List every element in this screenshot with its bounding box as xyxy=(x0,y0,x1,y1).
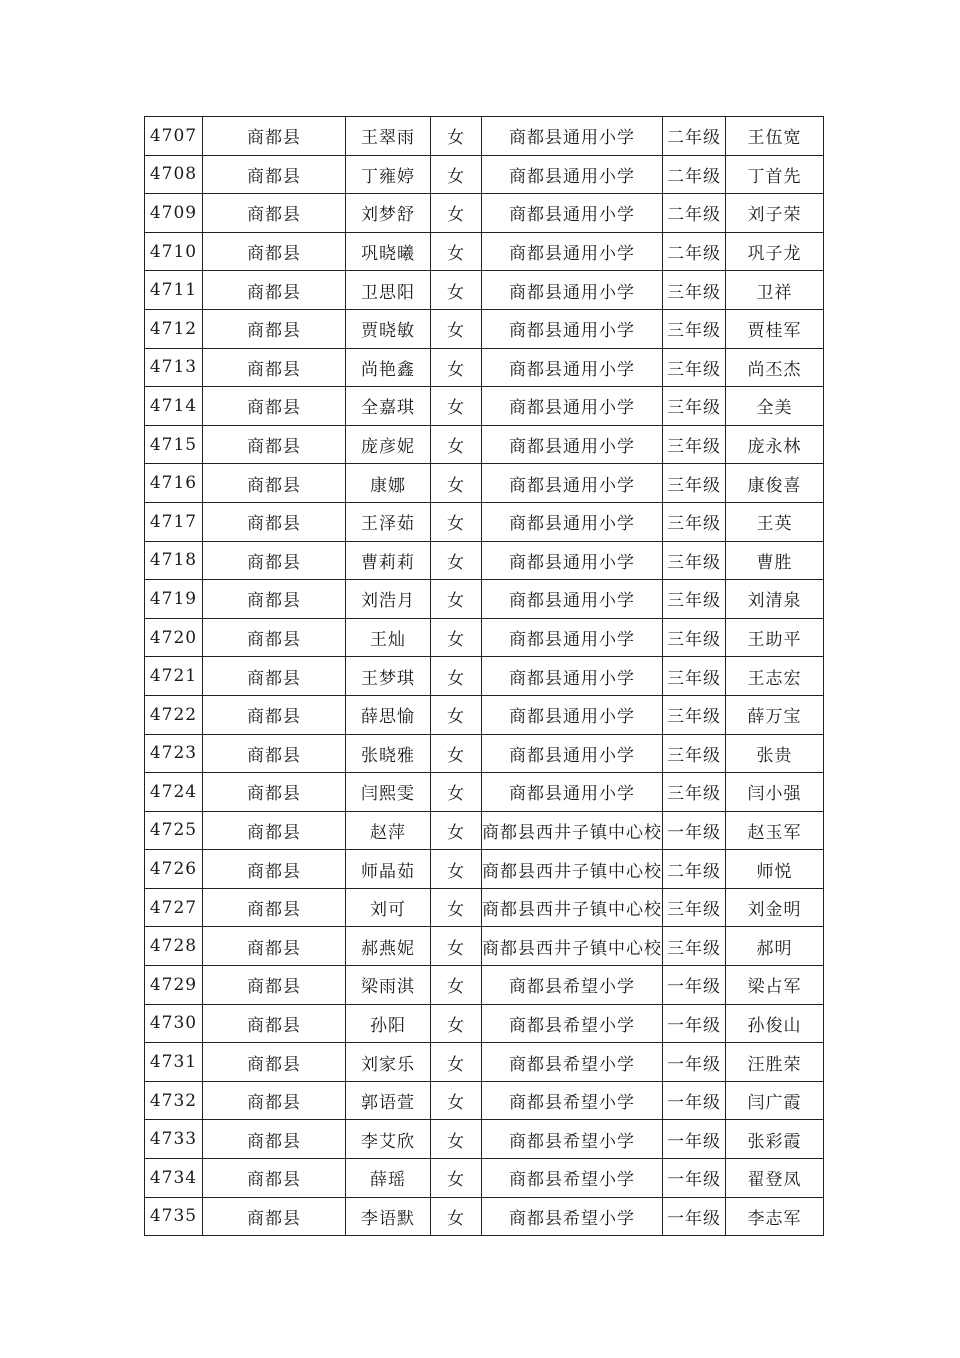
cell-number: 4707 xyxy=(145,117,203,156)
cell-guardian: 刘清泉 xyxy=(726,580,824,619)
cell-school: 商都县西井子镇中心校 xyxy=(482,888,663,927)
cell-student-name: 王灿 xyxy=(346,618,431,657)
table-row xyxy=(145,695,824,734)
table-row xyxy=(145,773,824,812)
cell-guardian: 张彩霞 xyxy=(726,1120,824,1159)
cell-guardian: 张贵 xyxy=(726,734,824,773)
table-row xyxy=(145,502,824,541)
cell-county: 商都县 xyxy=(203,232,346,271)
cell-gender: 女 xyxy=(431,580,482,619)
cell-gender: 女 xyxy=(431,464,482,503)
cell-guardian: 梁占军 xyxy=(726,966,824,1005)
cell-number: 4715 xyxy=(145,425,203,464)
cell-county: 商都县 xyxy=(203,271,346,310)
cell-number: 4721 xyxy=(145,657,203,696)
cell-number: 4717 xyxy=(145,502,203,541)
cell-student-name: 尚艳鑫 xyxy=(346,348,431,387)
cell-school: 商都县通用小学 xyxy=(482,271,663,310)
cell-school: 商都县希望小学 xyxy=(482,1159,663,1198)
cell-number: 4728 xyxy=(145,927,203,966)
cell-county: 商都县 xyxy=(203,541,346,580)
cell-gender: 女 xyxy=(431,541,482,580)
cell-school: 商都县通用小学 xyxy=(482,348,663,387)
table-row xyxy=(145,194,824,233)
table-row xyxy=(145,387,824,426)
cell-guardian: 王伍宽 xyxy=(726,117,824,156)
cell-school: 商都县通用小学 xyxy=(482,232,663,271)
cell-grade: 一年级 xyxy=(663,1081,726,1120)
cell-guardian: 卫祥 xyxy=(726,271,824,310)
cell-county: 商都县 xyxy=(203,1081,346,1120)
cell-student-name: 闫熙雯 xyxy=(346,773,431,812)
cell-county: 商都县 xyxy=(203,387,346,426)
table-row xyxy=(145,155,824,194)
cell-student-name: 刘可 xyxy=(346,888,431,927)
cell-number: 4735 xyxy=(145,1197,203,1236)
cell-guardian: 丁首先 xyxy=(726,155,824,194)
cell-school: 商都县通用小学 xyxy=(482,618,663,657)
cell-guardian: 闫小强 xyxy=(726,773,824,812)
cell-guardian: 曹胜 xyxy=(726,541,824,580)
cell-guardian: 巩子龙 xyxy=(726,232,824,271)
cell-number: 4713 xyxy=(145,348,203,387)
cell-county: 商都县 xyxy=(203,155,346,194)
cell-gender: 女 xyxy=(431,232,482,271)
cell-gender: 女 xyxy=(431,194,482,233)
cell-student-name: 刘家乐 xyxy=(346,1043,431,1082)
cell-grade: 三年级 xyxy=(663,425,726,464)
cell-guardian: 师悦 xyxy=(726,850,824,889)
cell-guardian: 刘金明 xyxy=(726,888,824,927)
cell-number: 4718 xyxy=(145,541,203,580)
cell-number: 4727 xyxy=(145,888,203,927)
cell-student-name: 曹莉莉 xyxy=(346,541,431,580)
cell-school: 商都县希望小学 xyxy=(482,1120,663,1159)
cell-student-name: 孙阳 xyxy=(346,1004,431,1043)
cell-student-name: 张晓雅 xyxy=(346,734,431,773)
cell-number: 4730 xyxy=(145,1004,203,1043)
cell-school: 商都县通用小学 xyxy=(482,657,663,696)
cell-guardian: 郝明 xyxy=(726,927,824,966)
cell-number: 4709 xyxy=(145,194,203,233)
cell-school: 商都县通用小学 xyxy=(482,502,663,541)
cell-gender: 女 xyxy=(431,1081,482,1120)
cell-number: 4710 xyxy=(145,232,203,271)
cell-gender: 女 xyxy=(431,309,482,348)
cell-gender: 女 xyxy=(431,927,482,966)
cell-school: 商都县希望小学 xyxy=(482,1081,663,1120)
cell-gender: 女 xyxy=(431,387,482,426)
cell-county: 商都县 xyxy=(203,309,346,348)
cell-gender: 女 xyxy=(431,502,482,541)
cell-grade: 三年级 xyxy=(663,271,726,310)
cell-grade: 三年级 xyxy=(663,348,726,387)
cell-student-name: 康娜 xyxy=(346,464,431,503)
cell-student-name: 庞彦妮 xyxy=(346,425,431,464)
cell-gender: 女 xyxy=(431,1159,482,1198)
cell-student-name: 刘浩月 xyxy=(346,580,431,619)
cell-guardian: 王英 xyxy=(726,502,824,541)
cell-grade: 二年级 xyxy=(663,117,726,156)
cell-county: 商都县 xyxy=(203,348,346,387)
cell-grade: 一年级 xyxy=(663,1159,726,1198)
cell-gender: 女 xyxy=(431,618,482,657)
cell-grade: 二年级 xyxy=(663,194,726,233)
cell-school: 商都县通用小学 xyxy=(482,117,663,156)
cell-county: 商都县 xyxy=(203,464,346,503)
cell-grade: 一年级 xyxy=(663,1004,726,1043)
cell-guardian: 庞永林 xyxy=(726,425,824,464)
table-row xyxy=(145,348,824,387)
cell-grade: 一年级 xyxy=(663,1197,726,1236)
cell-gender: 女 xyxy=(431,271,482,310)
cell-county: 商都县 xyxy=(203,1043,346,1082)
cell-guardian: 孙俊山 xyxy=(726,1004,824,1043)
cell-grade: 三年级 xyxy=(663,464,726,503)
cell-county: 商都县 xyxy=(203,1120,346,1159)
cell-school: 商都县希望小学 xyxy=(482,1043,663,1082)
cell-number: 4712 xyxy=(145,309,203,348)
cell-student-name: 刘梦舒 xyxy=(346,194,431,233)
cell-school: 商都县通用小学 xyxy=(482,695,663,734)
cell-number: 4714 xyxy=(145,387,203,426)
cell-student-name: 全嘉琪 xyxy=(346,387,431,426)
cell-school: 商都县通用小学 xyxy=(482,580,663,619)
cell-guardian: 刘子荣 xyxy=(726,194,824,233)
cell-student-name: 丁雍婷 xyxy=(346,155,431,194)
cell-grade: 三年级 xyxy=(663,618,726,657)
cell-county: 商都县 xyxy=(203,1004,346,1043)
cell-school: 商都县通用小学 xyxy=(482,155,663,194)
cell-gender: 女 xyxy=(431,425,482,464)
roster-body xyxy=(145,117,824,1236)
table-row xyxy=(145,232,824,271)
cell-school: 商都县通用小学 xyxy=(482,464,663,503)
cell-number: 4723 xyxy=(145,734,203,773)
cell-gender: 女 xyxy=(431,966,482,1005)
cell-school: 商都县通用小学 xyxy=(482,387,663,426)
cell-gender: 女 xyxy=(431,155,482,194)
cell-grade: 三年级 xyxy=(663,734,726,773)
cell-gender: 女 xyxy=(431,1004,482,1043)
cell-grade: 二年级 xyxy=(663,155,726,194)
table-row xyxy=(145,1004,824,1043)
cell-student-name: 王梦琪 xyxy=(346,657,431,696)
cell-number: 4732 xyxy=(145,1081,203,1120)
cell-school: 商都县西井子镇中心校 xyxy=(482,811,663,850)
cell-county: 商都县 xyxy=(203,927,346,966)
cell-student-name: 郝燕妮 xyxy=(346,927,431,966)
cell-student-name: 薛瑶 xyxy=(346,1159,431,1198)
cell-grade: 三年级 xyxy=(663,580,726,619)
cell-county: 商都县 xyxy=(203,695,346,734)
cell-school: 商都县西井子镇中心校 xyxy=(482,850,663,889)
cell-student-name: 巩晓曦 xyxy=(346,232,431,271)
cell-number: 4724 xyxy=(145,773,203,812)
cell-county: 商都县 xyxy=(203,618,346,657)
cell-gender: 女 xyxy=(431,734,482,773)
cell-guardian: 康俊喜 xyxy=(726,464,824,503)
cell-grade: 一年级 xyxy=(663,811,726,850)
cell-grade: 三年级 xyxy=(663,773,726,812)
table-row xyxy=(145,309,824,348)
cell-guardian: 李志军 xyxy=(726,1197,824,1236)
cell-county: 商都县 xyxy=(203,1159,346,1198)
cell-school: 商都县通用小学 xyxy=(482,773,663,812)
cell-grade: 二年级 xyxy=(663,850,726,889)
cell-guardian: 王志宏 xyxy=(726,657,824,696)
cell-gender: 女 xyxy=(431,117,482,156)
table-row xyxy=(145,271,824,310)
cell-guardian: 汪胜荣 xyxy=(726,1043,824,1082)
cell-gender: 女 xyxy=(431,695,482,734)
cell-guardian: 翟登凤 xyxy=(726,1159,824,1198)
cell-gender: 女 xyxy=(431,348,482,387)
cell-county: 商都县 xyxy=(203,734,346,773)
cell-grade: 一年级 xyxy=(663,1120,726,1159)
cell-gender: 女 xyxy=(431,1197,482,1236)
table-row xyxy=(145,657,824,696)
cell-guardian: 赵玉军 xyxy=(726,811,824,850)
table-row xyxy=(145,927,824,966)
table-row xyxy=(145,1081,824,1120)
cell-school: 商都县通用小学 xyxy=(482,309,663,348)
table-row xyxy=(145,464,824,503)
cell-student-name: 卫思阳 xyxy=(346,271,431,310)
cell-guardian: 尚丕杰 xyxy=(726,348,824,387)
table-row xyxy=(145,618,824,657)
cell-student-name: 李语默 xyxy=(346,1197,431,1236)
cell-school: 商都县希望小学 xyxy=(482,1004,663,1043)
table-row xyxy=(145,734,824,773)
cell-student-name: 郭语萱 xyxy=(346,1081,431,1120)
table-row xyxy=(145,1197,824,1236)
cell-student-name: 贾晓敏 xyxy=(346,309,431,348)
cell-number: 4734 xyxy=(145,1159,203,1198)
cell-county: 商都县 xyxy=(203,117,346,156)
cell-grade: 三年级 xyxy=(663,695,726,734)
cell-number: 4720 xyxy=(145,618,203,657)
table-row xyxy=(145,1159,824,1198)
cell-grade: 二年级 xyxy=(663,232,726,271)
cell-guardian: 贾桂军 xyxy=(726,309,824,348)
cell-county: 商都县 xyxy=(203,194,346,233)
cell-gender: 女 xyxy=(431,773,482,812)
cell-guardian: 闫广霞 xyxy=(726,1081,824,1120)
cell-county: 商都县 xyxy=(203,811,346,850)
table-row xyxy=(145,425,824,464)
table-row xyxy=(145,1120,824,1159)
cell-number: 4733 xyxy=(145,1120,203,1159)
table-row xyxy=(145,888,824,927)
cell-county: 商都县 xyxy=(203,850,346,889)
cell-county: 商都县 xyxy=(203,1197,346,1236)
cell-student-name: 王泽茹 xyxy=(346,502,431,541)
cell-number: 4722 xyxy=(145,695,203,734)
cell-gender: 女 xyxy=(431,1043,482,1082)
cell-guardian: 全美 xyxy=(726,387,824,426)
cell-number: 4716 xyxy=(145,464,203,503)
cell-county: 商都县 xyxy=(203,657,346,696)
cell-school: 商都县通用小学 xyxy=(482,194,663,233)
cell-county: 商都县 xyxy=(203,580,346,619)
cell-gender: 女 xyxy=(431,657,482,696)
cell-county: 商都县 xyxy=(203,425,346,464)
cell-county: 商都县 xyxy=(203,773,346,812)
cell-school: 商都县通用小学 xyxy=(482,425,663,464)
cell-county: 商都县 xyxy=(203,502,346,541)
cell-number: 4708 xyxy=(145,155,203,194)
cell-student-name: 赵萍 xyxy=(346,811,431,850)
cell-grade: 三年级 xyxy=(663,387,726,426)
cell-number: 4711 xyxy=(145,271,203,310)
cell-county: 商都县 xyxy=(203,888,346,927)
cell-student-name: 师晶茹 xyxy=(346,850,431,889)
table-row xyxy=(145,966,824,1005)
cell-grade: 三年级 xyxy=(663,927,726,966)
table-row xyxy=(145,1043,824,1082)
table-row xyxy=(145,580,824,619)
cell-guardian: 薛万宝 xyxy=(726,695,824,734)
cell-school: 商都县西井子镇中心校 xyxy=(482,927,663,966)
table-row xyxy=(145,541,824,580)
student-roster-table xyxy=(144,116,824,1236)
cell-school: 商都县通用小学 xyxy=(482,734,663,773)
cell-student-name: 梁雨淇 xyxy=(346,966,431,1005)
cell-student-name: 王翠雨 xyxy=(346,117,431,156)
table-row xyxy=(145,850,824,889)
cell-grade: 三年级 xyxy=(663,502,726,541)
cell-number: 4729 xyxy=(145,966,203,1005)
cell-grade: 三年级 xyxy=(663,657,726,696)
cell-school: 商都县希望小学 xyxy=(482,966,663,1005)
table-row xyxy=(145,117,824,156)
cell-student-name: 李艾欣 xyxy=(346,1120,431,1159)
cell-grade: 三年级 xyxy=(663,309,726,348)
cell-gender: 女 xyxy=(431,888,482,927)
cell-grade: 一年级 xyxy=(663,966,726,1005)
cell-grade: 三年级 xyxy=(663,888,726,927)
cell-number: 4725 xyxy=(145,811,203,850)
cell-school: 商都县希望小学 xyxy=(482,1197,663,1236)
cell-gender: 女 xyxy=(431,850,482,889)
cell-county: 商都县 xyxy=(203,966,346,1005)
cell-number: 4726 xyxy=(145,850,203,889)
cell-gender: 女 xyxy=(431,1120,482,1159)
cell-gender: 女 xyxy=(431,811,482,850)
cell-grade: 一年级 xyxy=(663,1043,726,1082)
table-row xyxy=(145,811,824,850)
cell-number: 4719 xyxy=(145,580,203,619)
cell-guardian: 王助平 xyxy=(726,618,824,657)
cell-grade: 三年级 xyxy=(663,541,726,580)
cell-school: 商都县通用小学 xyxy=(482,541,663,580)
cell-number: 4731 xyxy=(145,1043,203,1082)
cell-student-name: 薛思愉 xyxy=(346,695,431,734)
